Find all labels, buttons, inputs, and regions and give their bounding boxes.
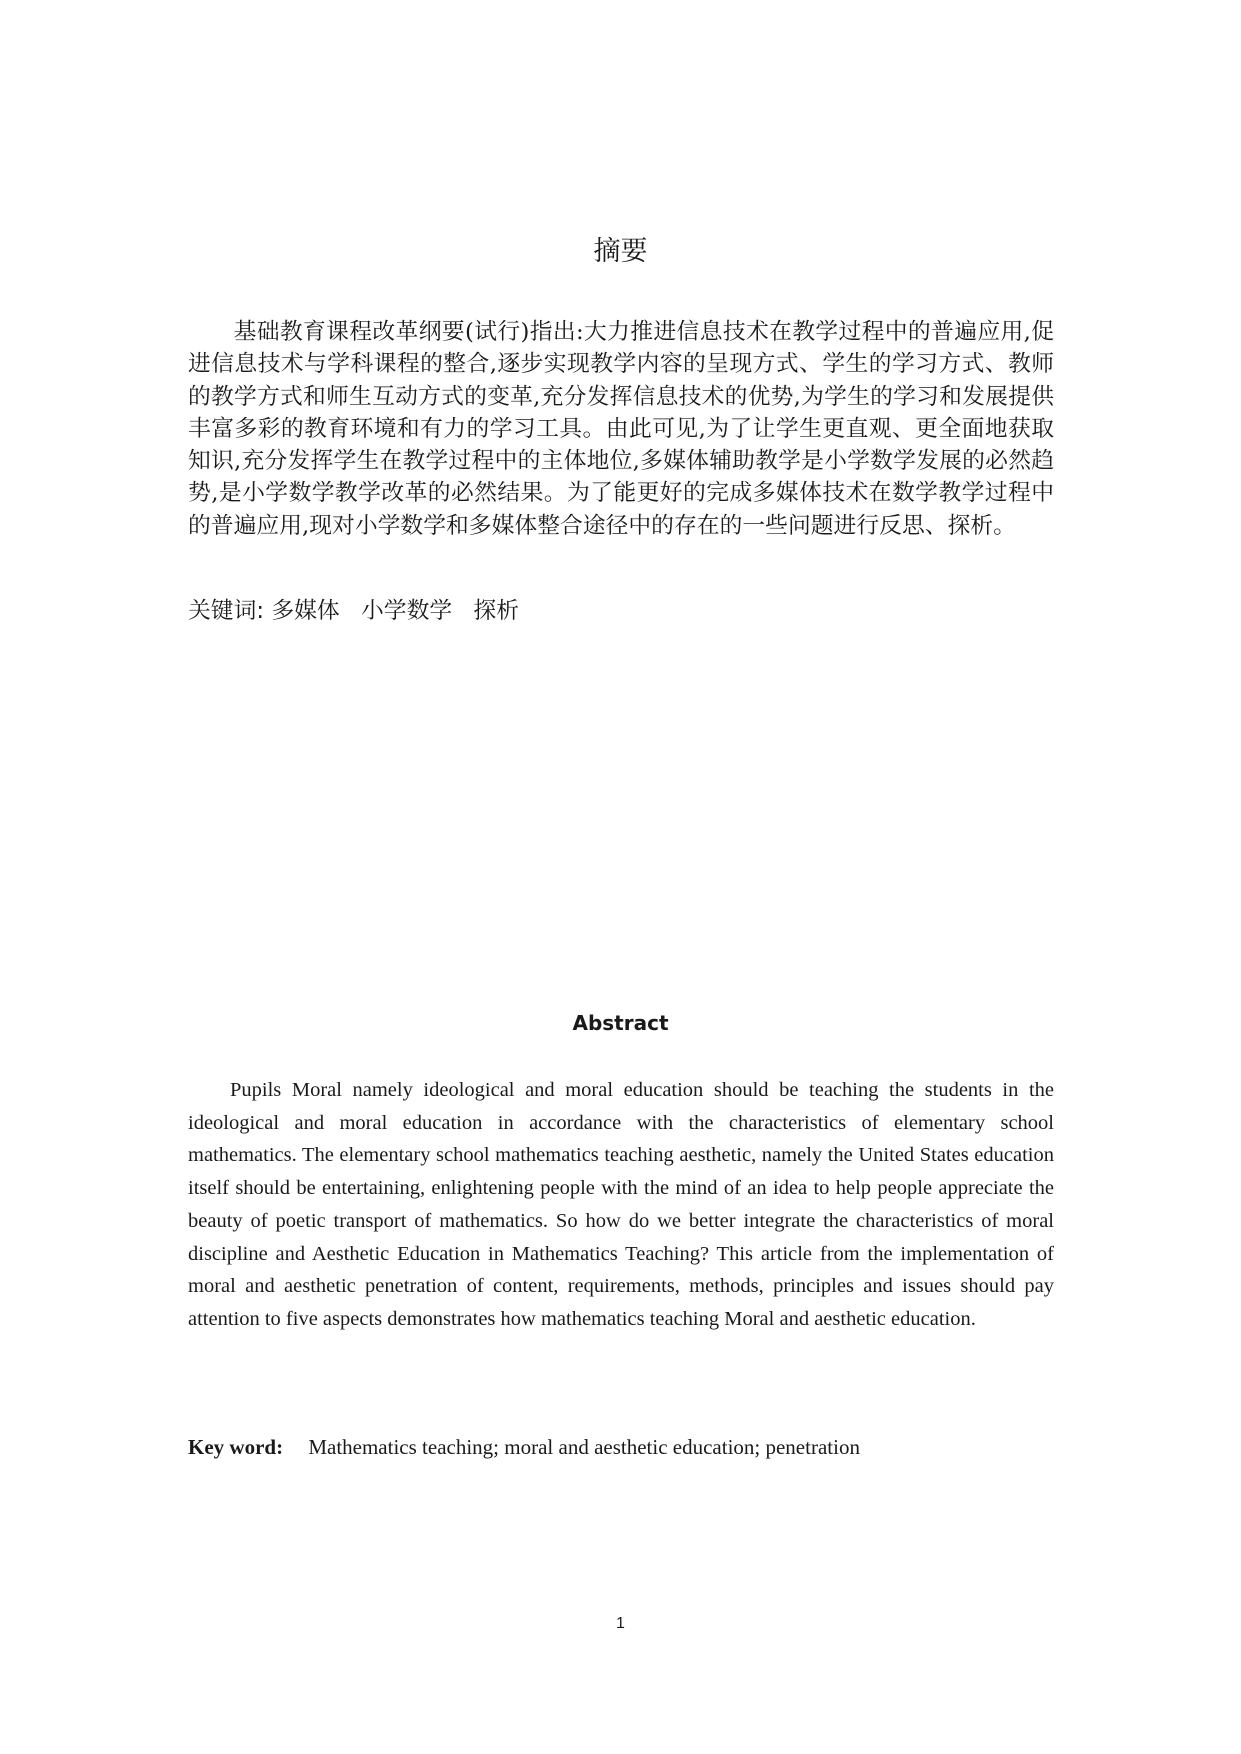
chinese-keyword: 探析: [473, 598, 519, 624]
english-abstract-title: Abstract: [572, 1011, 669, 1035]
chinese-keyword: 小学数学: [360, 598, 453, 624]
chinese-keyword: 多媒体: [271, 598, 340, 624]
chinese-abstract-body: 基础教育课程改革纲要(试行)指出:大力推进信息技术在教学过程中的普遍应用,促进信息技术与学科课程的整合,逐步实现教学内容的呈现方式、学生的学习方式、教师的教学方式和师生互动方式的变革,充分发挥信息技术的优势,为学生的学习和发展提供丰富多彩的教育环境和有力的学习工具。由此可见,为了让学生更直观、更全面地获取知识,充分发挥学生在教学过程中的主体地位,多媒体辅助教学是小学数学发展的必然趋势,是小学数学教学改革的必然结果。为了能更好的完成多媒体技术在数学教学过程中的普遍应用,现对小学数学和多媒体整合途径中的存在的一些问题进行反思、探析。: [188, 319, 1054, 539]
chinese-abstract-title: 摘要: [593, 236, 648, 267]
english-keywords-text: Mathematics teaching; moral and aesthetic education; penetration: [308, 1435, 860, 1459]
chinese-keywords: [188, 595, 1054, 627]
english-keywords-label: Key word:: [188, 1435, 284, 1459]
page-number: 1: [616, 1615, 625, 1632]
english-keywords: [188, 1432, 1054, 1462]
chinese-keywords-label: 关键词:: [188, 598, 265, 624]
english-abstract-body: Pupils Moral namely ideological and moral education should be teaching the students in the ideological and moral education in accordance with the characteristics of elementary school mathematics. The elementary school mathematics teaching aesthetic, namely the United States education itself should be entertaining, enlightening people with the mind of an idea to help people appreciate the beauty of poetic transport of mathematics. So how do we better integrate the characteristics of moral discipline and Aesthetic Education in Mathematics Teaching? This article from the implementation of moral and aesthetic penetration of content, requirements, methods, principles and issues should pay attention to five aspects demonstrates how mathematics teaching Moral and aesthetic education.: [188, 1079, 1054, 1330]
